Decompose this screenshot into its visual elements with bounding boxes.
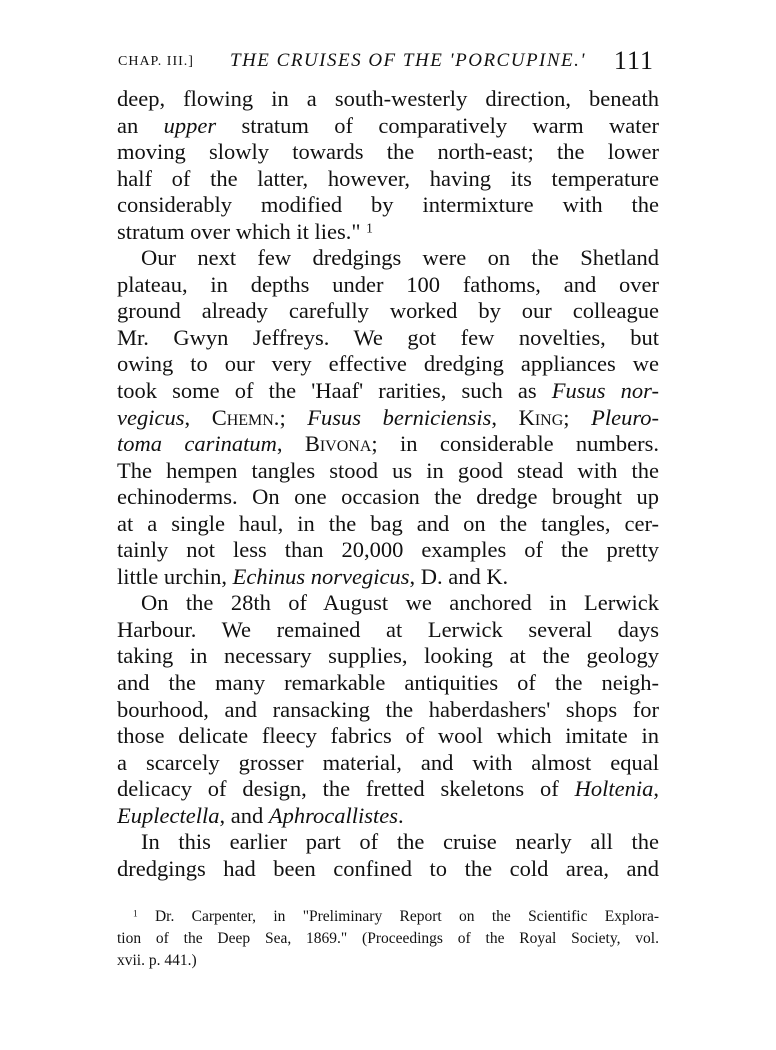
body-text-segment: , D. and K.: [409, 563, 509, 589]
body-text-segment: Bivona: [304, 431, 372, 457]
body-line: [117, 166, 659, 193]
body-line: [117, 431, 659, 458]
body-text-segment: bourhood, and ransacking the haberdashers' shops for: [117, 696, 659, 722]
body-text-segment: King: [518, 404, 564, 430]
body-text-segment: Euplectella: [117, 802, 220, 828]
body-text-segment: stratum over which it lies.": [117, 218, 367, 244]
footnote-text-segment: tion of the Deep Sea, 1869." (Proceedings of the Royal Society, vol.: [117, 930, 659, 947]
body-text-segment: Our next few dredgings were on the Shetland: [141, 245, 659, 271]
body-text-segment: echinoderms. On one occasion the dredge brought up: [117, 484, 659, 510]
body-line: [117, 86, 659, 113]
body-line: [117, 192, 659, 219]
body-text-segment: considerably modified by intermixture with the: [117, 192, 659, 218]
body-line: [117, 617, 659, 644]
footnote: [117, 906, 659, 972]
body-text-segment: Chemn.: [211, 404, 280, 430]
body-text-segment: an: [117, 112, 164, 138]
body-text-segment: Holtenia: [574, 776, 654, 802]
running-title: THE CRUISES OF THE 'PORCUPINE.': [230, 50, 586, 71]
body-line: [117, 298, 659, 325]
body-line: [117, 139, 659, 166]
body-text-segment: owing to our very effective dredging appliances we: [117, 351, 659, 377]
body-text-segment: 1: [366, 219, 373, 235]
body-text-segment: ;: [279, 404, 308, 430]
footnote-line: [117, 950, 659, 972]
footnote-line: [117, 906, 659, 928]
body-line: [117, 776, 659, 803]
chapter-reference: CHAP. III.]: [118, 54, 194, 69]
body-text-segment: stratum of comparatively warm water: [216, 112, 659, 138]
body-text-segment: half of the latter, however, having its temperature: [117, 165, 659, 191]
body-text-segment: plateau, in depths under 100 fathoms, and over: [117, 271, 659, 297]
body-text-segment: upper: [163, 112, 217, 138]
body-line: [117, 803, 659, 830]
body-line: [117, 458, 659, 485]
body-text-segment: In this earlier part of the cruise nearly all the: [141, 829, 659, 855]
body-text-segment: toma carinatum: [117, 431, 277, 457]
body-text-segment: Fusus berniciensis: [307, 404, 492, 430]
body-line: [117, 643, 659, 670]
body-text-segment: and the many remarkable antiquities of the neigh-: [117, 670, 659, 696]
body-text-segment: .: [398, 802, 404, 828]
body-text-segment: took some of the 'Haaf' rarities, such as: [117, 378, 552, 404]
footnote-text-segment: xvii. p. 441.): [117, 952, 197, 969]
body-line: [117, 378, 659, 405]
body-text-segment: ,: [276, 431, 305, 457]
body-text-segment: Fusus nor-: [551, 378, 659, 404]
body-line: [117, 564, 659, 591]
body-text-segment: ;: [563, 404, 592, 430]
body-text-segment: ,: [491, 404, 519, 430]
body-line: [117, 590, 659, 617]
body-text-segment: Pleuro-: [591, 404, 659, 430]
footnote-text-segment: Dr. Carpenter, in "Preliminary Report on the Scientific Explora-: [137, 908, 659, 925]
body-line: [117, 511, 659, 538]
body-text: [117, 86, 659, 882]
body-text-segment: , and: [219, 802, 269, 828]
body-line: [117, 670, 659, 697]
body-text-segment: tainly not less than 20,000 examples of the pretty: [117, 537, 659, 563]
footnote-line: [117, 928, 659, 950]
body-text-segment: vegicus: [117, 404, 185, 430]
body-text-segment: ; in considerable numbers.: [371, 431, 659, 457]
body-line: [117, 537, 659, 564]
body-line: [117, 113, 659, 140]
body-line: [117, 272, 659, 299]
body-line: [117, 723, 659, 750]
body-text-segment: ,: [184, 404, 212, 430]
body-text-segment: little urchin,: [117, 563, 233, 589]
body-text-segment: at a single haul, in the bag and on the tangles, cer-: [117, 510, 659, 536]
body-line: [117, 750, 659, 777]
body-text-segment: dredgings had been confined to the cold area, and: [117, 855, 659, 881]
body-line: [117, 219, 659, 246]
body-line: [117, 405, 659, 432]
body-text-segment: a scarcely grosser material, and with almost equal: [117, 749, 659, 775]
running-head: [118, 46, 658, 76]
body-text-segment: delicacy of design, the fretted skeletons of: [117, 776, 575, 802]
footnote-text-segment: 1: [133, 909, 138, 920]
body-text-segment: Mr. Gwyn Jeffreys. We got few novelties, but: [117, 324, 659, 350]
body-line: [117, 697, 659, 724]
body-text-segment: deep, flowing in a south-westerly direction, beneath: [117, 86, 659, 111]
body-text-segment: Aphrocallistes: [268, 802, 398, 828]
body-text-segment: Harbour. We remained at Lerwick several days: [117, 616, 659, 642]
body-text-segment: those delicate fleecy fabrics of wool which imitate in: [117, 723, 659, 749]
body-text-segment: ground already carefully worked by our colleague: [117, 298, 659, 324]
body-line: [117, 245, 659, 272]
body-line: [117, 829, 659, 856]
body-text-segment: taking in necessary supplies, looking at the geology: [117, 643, 659, 669]
body-text-segment: moving slowly towards the north-east; the lower: [117, 139, 659, 165]
page-number: 111: [613, 46, 654, 75]
body-line: [117, 325, 659, 352]
body-text-segment: The hempen tangles stood us in good stead with the: [117, 457, 659, 483]
body-line: [117, 856, 659, 883]
body-line: [117, 484, 659, 511]
body-text-segment: ,: [653, 776, 659, 802]
body-text-segment: Echinus norvegicus: [232, 563, 410, 589]
body-line: [117, 351, 659, 378]
body-text-segment: On the 28th of August we anchored in Lerwick: [141, 590, 659, 616]
